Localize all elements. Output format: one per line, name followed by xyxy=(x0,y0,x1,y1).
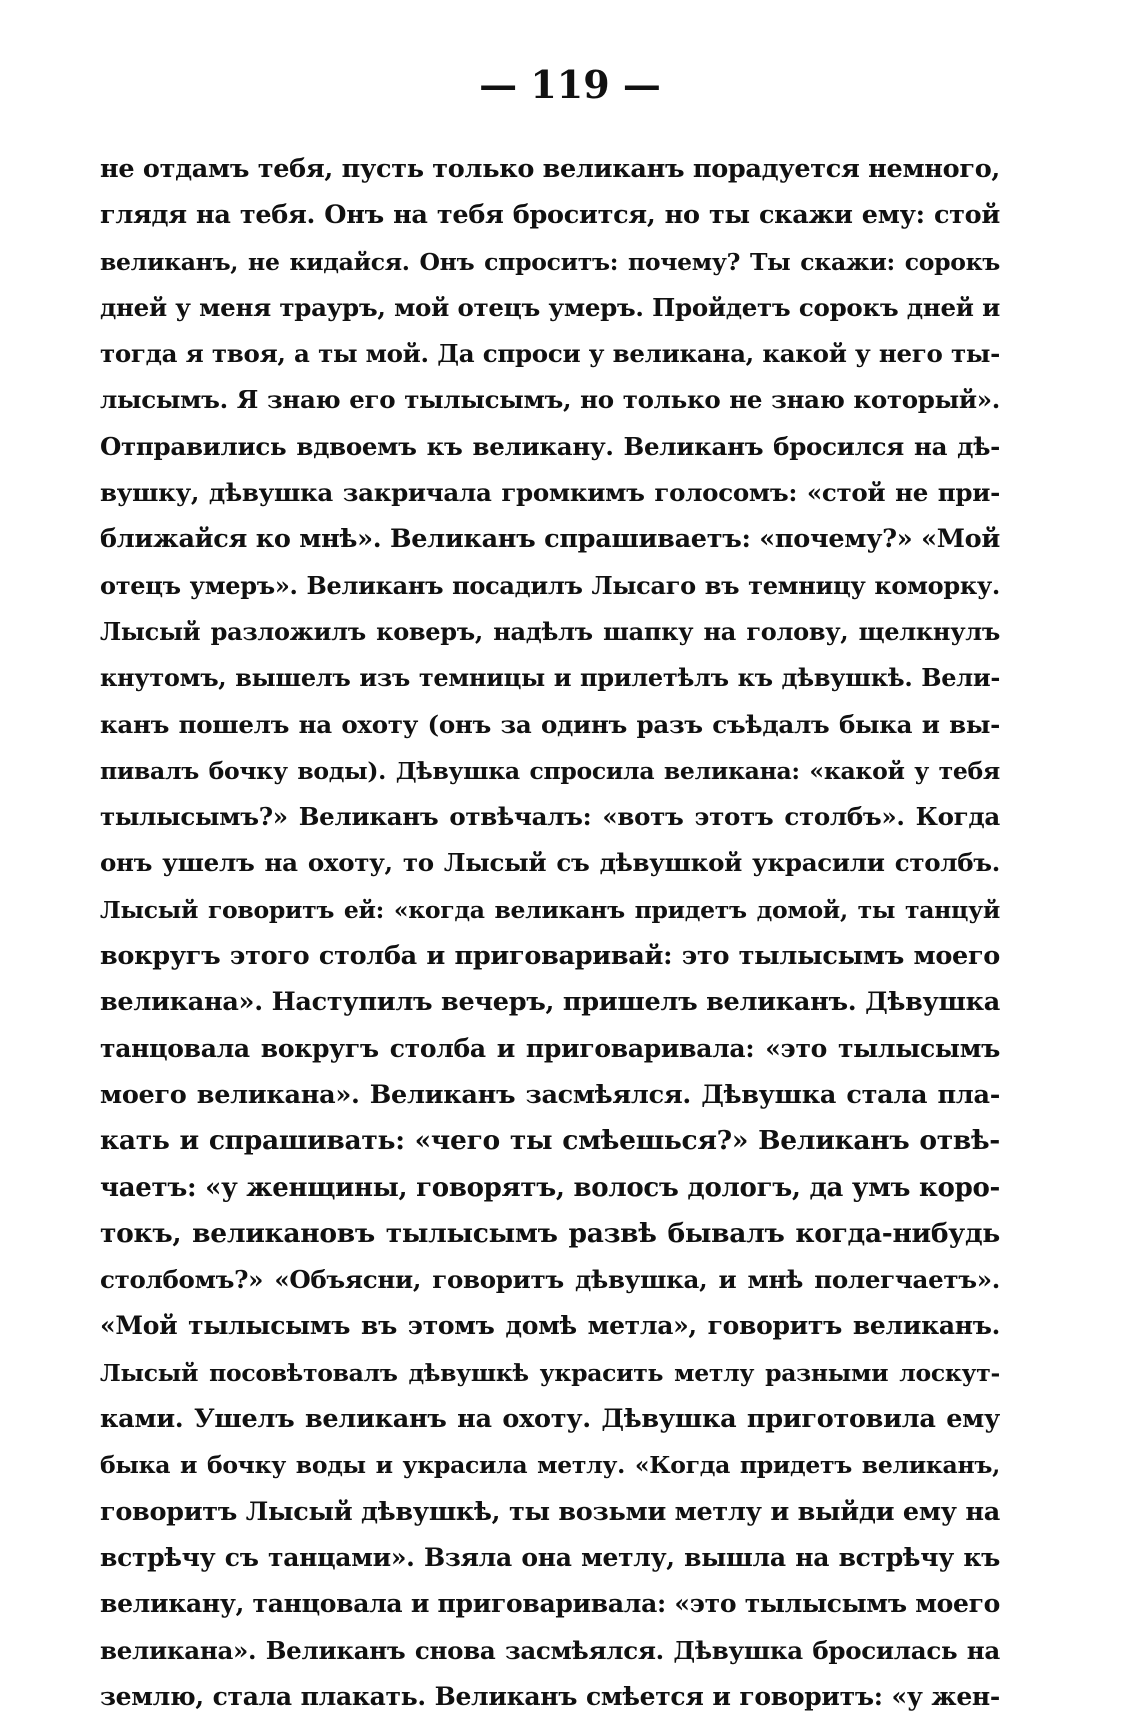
text-line: моего великана». Великанъ засмѣялся. Дѣвушка стала пла- xyxy=(100,1079,1000,1110)
text-line: встрѣчу съ танцами». Взяла она метлу, вышла на встрѣчу къ xyxy=(100,1542,1000,1572)
text-line: пивалъ бочку воды). Дѣвушка спросила великана: «какой у тебя xyxy=(100,756,1000,785)
text-line: глядя на тебя. Онъ на тебя бросится, но ты скажи ему: стой xyxy=(100,200,1000,231)
text-line: кнутомъ, вышелъ изъ темницы и прилетѣлъ къ дѣвушкѣ. Вели- xyxy=(100,663,1000,693)
text-line: ками. Ушелъ великанъ на охоту. Дѣвушка приготовила ему xyxy=(100,1404,1000,1435)
text-line: землю, стала плакать. Великанъ смѣется и говоритъ: «у жен- xyxy=(100,1681,1000,1711)
text-line: отецъ умеръ». Великанъ посадилъ Лысаго въ темницу коморку. xyxy=(100,570,1000,600)
text-line: кать и спрашивать: «чего ты смѣешься?» Великанъ отвѣ- xyxy=(100,1125,1000,1157)
text-line: дней у меня трауръ, мой отецъ умеръ. Пройдетъ сорокъ дней и xyxy=(100,292,1000,322)
text-line: не отдамъ тебя, пусть только великанъ порадуется немного, xyxy=(100,154,1000,184)
text-line: канъ пошелъ на охоту (онъ за одинъ разъ съѣдалъ быка и вы- xyxy=(100,709,1000,739)
text-line: говоритъ Лысый дѣвушкѣ, ты возьми метлу и выйди ему на xyxy=(100,1496,1000,1527)
text-line: токъ, великановъ тылысымъ развѣ бывалъ когда-нибудь xyxy=(100,1217,1000,1249)
text-line: вокругъ этого столба и приговаривай: это тылысымъ моего xyxy=(100,941,1000,972)
text-line: чаетъ: «у женщины, говорятъ, волосъ дологъ, да умъ коро- xyxy=(100,1172,1000,1203)
text-line: лысымъ. Я знаю его тылысымъ, но только не знаю который». xyxy=(100,385,1000,415)
text-line: Лысый говоритъ ей: «когда великанъ придетъ домой, ты танцуй xyxy=(100,895,1000,924)
text-line: Лысый посовѣтовалъ дѣвушкѣ украсить метлу разными лоскут- xyxy=(100,1358,1000,1387)
text-line: «Мой тылысымъ въ этомъ домѣ метла», говоритъ великанъ. xyxy=(100,1311,1000,1341)
text-line: великану, танцовала и приговаривала: «это тылысымъ моего xyxy=(100,1589,1000,1619)
text-line: столбомъ?» «Объясни, говоритъ дѣвушка, и мнѣ полегчаетъ». xyxy=(100,1265,1000,1295)
body-text xyxy=(100,146,1000,1720)
text-line: тогда я твоя, а ты мой. Да спроси у великана, какой у него ты- xyxy=(100,339,1000,369)
text-line: ближайся ко мнѣ». Великанъ спрашиваетъ: «почему?» «Мой xyxy=(100,524,1000,555)
text-line: танцовала вокругъ столба и приговаривала: «это тылысымъ xyxy=(100,1033,1000,1063)
text-line: великана». Наступилъ вечеръ, пришелъ великанъ. Дѣвушка xyxy=(100,987,1000,1018)
text-line: Отправились вдвоемъ къ великану. Великанъ бросился на дѣ- xyxy=(100,431,1000,461)
text-line: великана». Великанъ снова засмѣялся. Дѣвушка бросилась на xyxy=(100,1635,1000,1665)
text-line: вушку, дѣвушка закричала громкимъ голосомъ: «стой не при- xyxy=(100,478,1000,508)
page-number: — 119 — xyxy=(479,62,661,107)
text-line: тылысымъ?» Великанъ отвѣчалъ: «вотъ этотъ столбъ». Когда xyxy=(100,802,1000,832)
text-line: онъ ушелъ на охоту, то Лысый съ дѣвушкой украсили столбъ. xyxy=(100,848,1000,878)
text-line: быка и бочку воды и украсила метлу. «Когда придетъ великанъ, xyxy=(100,1451,1000,1480)
text-line: Лысый разложилъ коверъ, надѣлъ шапку на голову, щелкнулъ xyxy=(100,616,1000,646)
text-line: великанъ, не кидайся. Онъ спроситъ: почему? Ты скажи: сорокъ xyxy=(100,247,1000,276)
